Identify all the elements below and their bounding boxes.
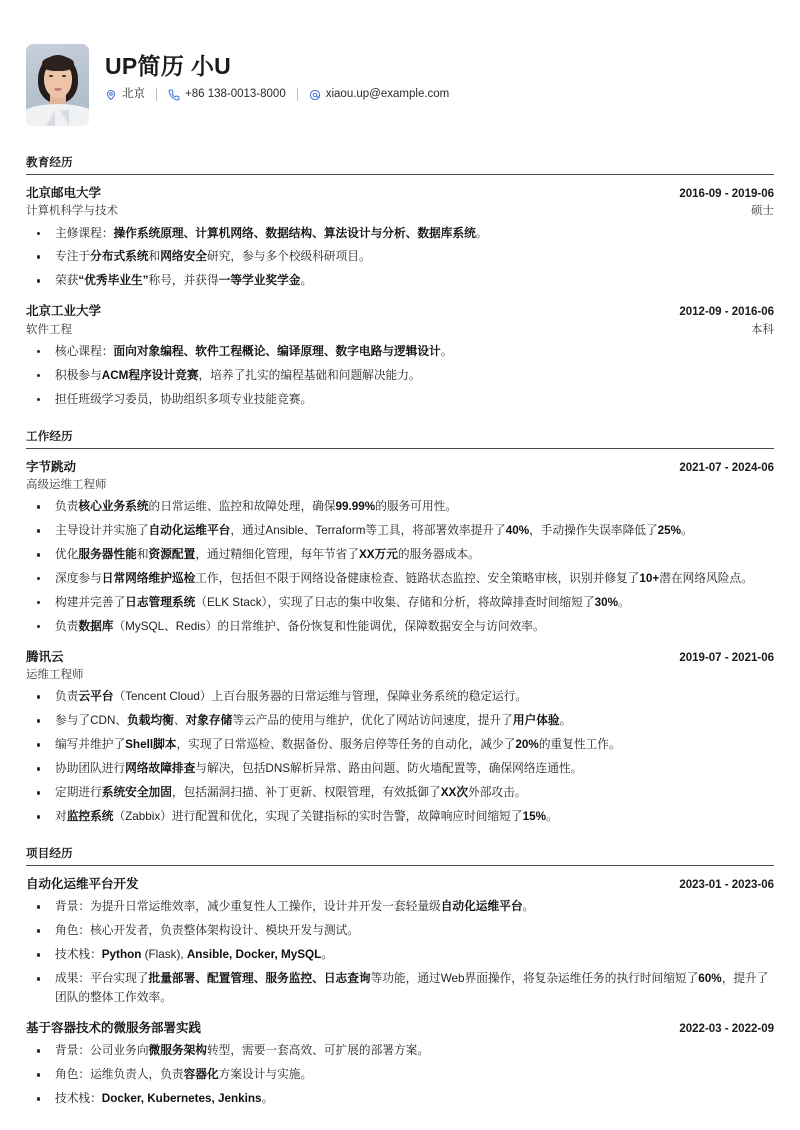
- bullet-item: 技术栈：Docker, Kubernetes, Jenkins。: [26, 1090, 774, 1109]
- phone-icon: [168, 89, 180, 101]
- resume-entry: [26, 1019, 774, 1109]
- bullet-item: 技术栈：Python (Flask), Ansible, Docker, MySQL。: [26, 946, 774, 965]
- resume-sections: [26, 154, 774, 1109]
- entry-subtitle: 计算机科学与技术: [26, 205, 118, 218]
- contact-divider: [156, 88, 157, 101]
- bullet-item: 定期进行系统安全加固，包括漏洞扫描、补丁更新、权限管理，有效抵御了XX次外部攻击。: [26, 784, 774, 803]
- entry-date-range: 2016-09 - 2019-06: [679, 188, 774, 200]
- section-divider: [26, 448, 774, 449]
- resume-entry: [26, 875, 774, 1008]
- entry-subtitle-row: [26, 477, 774, 494]
- resume-entry: [26, 184, 774, 291]
- bullet-item: 专注于分布式系统和网络安全研究，参与多个校级科研项目。: [26, 248, 774, 267]
- bullet-item: 成果：平台实现了批量部署、配置管理、服务监控、日志查询等功能，通过Web界面操作，将复杂运维任务的执行时间缩短了60%，提升了团队的整体工作效率。: [26, 970, 774, 1008]
- contact-location-text: 北京: [122, 88, 145, 101]
- bullet-item: 编写并维护了Shell脚本，实现了日常巡检、数据备份、服务启停等任务的自动化，减少了20%的重复性工作。: [26, 736, 774, 755]
- bullet-item: 优化服务器性能和资源配置，通过精细化管理，每年节省了XX万元的服务器成本。: [26, 546, 774, 565]
- entry-bullet-list: [26, 225, 774, 292]
- contact-location: [105, 89, 145, 101]
- resume-section: [26, 845, 774, 1109]
- bullet-item: 对监控系统（Zabbix）进行配置和优化，实现了关键指标的实时告警，故障响应时间缩短了15%。: [26, 808, 774, 827]
- entry-title: 腾讯云: [26, 649, 64, 664]
- bullet-item: 背景：公司业务向微服务架构转型，需要一套高效、可扩展的部署方案。: [26, 1042, 774, 1061]
- contact-email-text: xiaou.up@example.com: [325, 88, 450, 101]
- resume-section: [26, 428, 774, 827]
- entry-date-range: 2019-07 - 2021-06: [679, 651, 774, 664]
- email-at-icon: [309, 89, 321, 101]
- contact-phone: [168, 89, 286, 101]
- candidate-name: UP简历 小U: [105, 53, 232, 79]
- entry-subtitle: 运维工程师: [26, 669, 84, 682]
- entry-header-row: [26, 184, 774, 203]
- bullet-item: 积极参与ACM程序设计竞赛，培养了扎实的编程基础和问题解决能力。: [26, 367, 774, 386]
- bullet-item: 角色：运维负责人，负责容器化方案设计与实施。: [26, 1066, 774, 1085]
- entry-subtitle-row: [26, 322, 774, 339]
- entry-degree: 硕士: [751, 205, 774, 218]
- contact-divider: [297, 88, 298, 101]
- bullet-item: 角色：核心开发者，负责整体架构设计、模块开发与测试。: [26, 922, 774, 941]
- resume-entry: [26, 458, 774, 637]
- entry-header-row: [26, 458, 774, 477]
- profile-photo: [26, 44, 89, 126]
- entry-bullet-list: [26, 688, 774, 827]
- resume-entry: [26, 302, 774, 409]
- entry-bullet-list: [26, 1042, 774, 1109]
- entry-subtitle-row: [26, 203, 774, 220]
- location-pin-icon: [105, 89, 117, 101]
- bullet-item: 负责核心业务系统的日常运维、监控和故障处理，确保99.99%的服务可用性。: [26, 498, 774, 517]
- entry-date-range: 2023-01 - 2023-06: [679, 879, 774, 892]
- entry-title: 自动化运维平台开发: [26, 877, 139, 892]
- entry-header-row: [26, 648, 774, 667]
- bullet-item: 背景：为提升日常运维效率，减少重复性人工操作，设计并开发一套轻量级自动化运维平台。: [26, 898, 774, 917]
- section-divider: [26, 865, 774, 866]
- bullet-item: 负责云平台（Tencent Cloud）上百台服务器的日常运维与管理，保障业务系统的稳定运行。: [26, 688, 774, 707]
- entry-subtitle: 软件工程: [26, 323, 72, 336]
- bullet-item: 负责数据库（MySQL、Redis）的日常维护、备份恢复和性能调优，保障数据安全与访问效率。: [26, 618, 774, 637]
- entry-header-row: [26, 875, 774, 894]
- section-title: 项目经历: [26, 848, 73, 861]
- entry-title: 字节跳动: [26, 459, 77, 474]
- bullet-item: 参与了CDN、负载均衡、对象存储等云产品的使用与维护，优化了网站访问速度，提升了用户体验。: [26, 712, 774, 731]
- bullet-item: 主修课程：操作系统原理、计算机网络、数据结构、算法设计与分析、数据库系统。: [26, 225, 774, 244]
- bullet-item: 深度参与日常网络维护巡检工作，包括但不限于网络设备健康检查、链路状态监控、安全策略审核，识别并修复了10+潜在网络风险点。: [26, 570, 774, 589]
- bullet-item: 主导设计并实施了自动化运维平台，通过Ansible、Terraform等工具，将部署效率提升了40%，手动操作失误率降低了25%。: [26, 522, 774, 541]
- entry-date-range: 2012-09 - 2016-06: [679, 306, 774, 319]
- entry-header-row: [26, 302, 774, 321]
- contact-phone-text: +86 138-0013-8000: [185, 88, 286, 101]
- entry-bullet-list: [26, 898, 774, 1008]
- resume-section: [26, 154, 774, 410]
- entry-title: 北京邮电大学: [26, 186, 102, 200]
- bullet-item: 构建并完善了日志管理系统（ELK Stack），实现了日志的集中收集、存储和分析，将故障排查时间缩短了30%。: [26, 594, 774, 613]
- bullet-item: 核心课程：面向对象编程、软件工程概论、编译原理、数字电路与逻辑设计。: [26, 343, 774, 362]
- bullet-item: 荣获“优秀毕业生”称号，并获得一等学业奖学金。: [26, 272, 774, 291]
- section-title: 教育经历: [26, 157, 73, 169]
- entry-title: 基于容器技术的微服务部署实践: [26, 1021, 202, 1036]
- bullet-item: 担任班级学习委员，协助组织多项专业技能竞赛。: [26, 391, 774, 410]
- entry-title: 北京工业大学: [26, 304, 102, 319]
- entry-bullet-list: [26, 498, 774, 637]
- resume-entry: [26, 648, 774, 827]
- bullet-item: 协助团队进行网络故障排查与解决，包括DNS解析异常、路由问题、防火墙配置等，确保网络连通性。: [26, 760, 774, 779]
- entry-date-range: 2021-07 - 2024-06: [679, 461, 774, 474]
- entry-subtitle: 高级运维工程师: [26, 478, 107, 491]
- section-divider: [26, 174, 774, 175]
- entry-subtitle-row: [26, 667, 774, 684]
- entry-header-row: [26, 1019, 774, 1038]
- entry-degree: 本科: [751, 323, 774, 336]
- contact-email: [309, 89, 450, 101]
- contact-list: [105, 88, 449, 101]
- entry-date-range: 2022-03 - 2022-09: [679, 1023, 774, 1036]
- entry-bullet-list: [26, 343, 774, 410]
- section-title: 工作经历: [26, 430, 73, 443]
- resume-header: [26, 44, 774, 136]
